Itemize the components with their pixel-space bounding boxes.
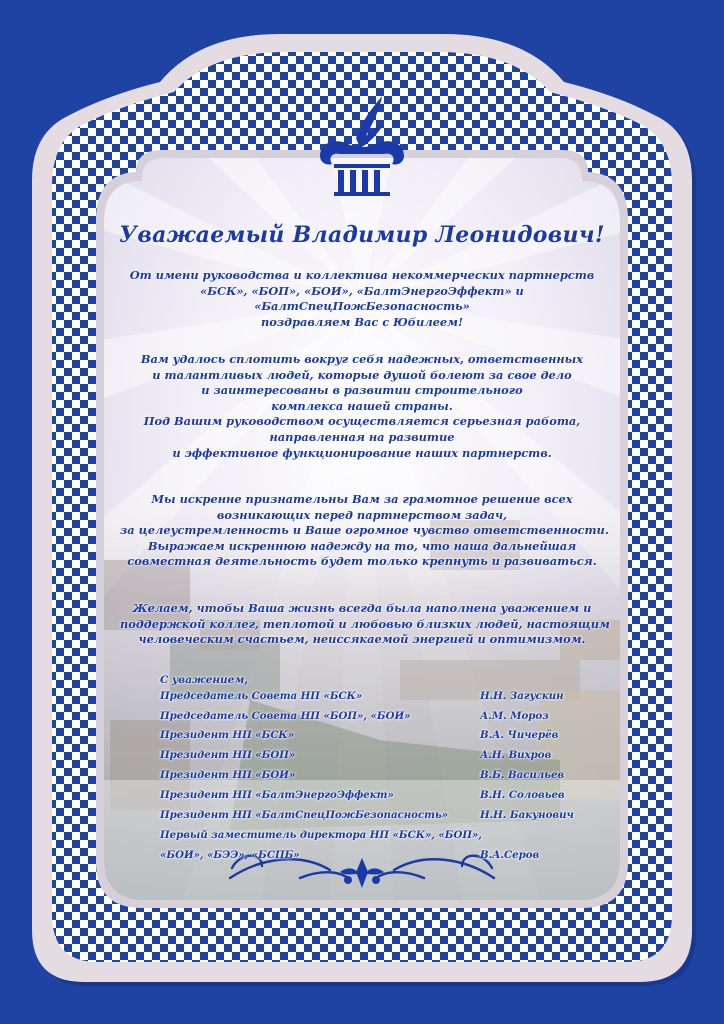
- signatory-role: Президент НП «БалтЭнергоЭффект»: [160, 789, 394, 801]
- paragraph-congratulation: [120, 268, 604, 330]
- paragraph-line: совместная деятельность будет только крепнуть и развиваться.: [127, 554, 597, 569]
- regards-line: С уважением,: [160, 674, 248, 686]
- paragraph-line: «БалтСпецПожБезопасность»: [254, 299, 470, 314]
- signatory-name: В.Н. Соловьев: [480, 789, 565, 801]
- paragraph-line: направленная на развитие: [269, 429, 455, 444]
- paragraph-line: за целеустремленность и Ваше огромное чувство ответственности.: [120, 523, 609, 538]
- paragraph-line: поздравляем Вас с Юбилеем!: [261, 314, 463, 329]
- paragraph-line: Мы искренне признательны Вам за грамотное решение всех: [151, 492, 573, 506]
- signatory-name: А.М. Мороз: [480, 710, 549, 722]
- signatory-role: Председатель Совета НП «БОП», «БОИ»: [160, 710, 411, 722]
- paragraph-wishes: [120, 601, 610, 648]
- paragraph-line: и эффективное функционирование наших партнерств.: [172, 445, 552, 460]
- paragraph-line: Желаем, чтобы Ваша жизнь всегда была наполнена уважением и: [132, 601, 592, 615]
- paragraph-line: поддержкой коллег, теплотой и любовью близких людей, настоящим: [120, 616, 610, 631]
- paragraph-team: [120, 352, 604, 461]
- signatory-name: В.Б. Васильев: [480, 769, 565, 781]
- paragraph-line: «БСК», «БОП», «БОИ», «БалтЭнергоЭффект» и: [200, 283, 524, 298]
- paragraph-line: От имени руководства и коллектива некоммерческих партнерств: [129, 268, 595, 282]
- signatory-name: А.Н. Вихров: [480, 749, 552, 761]
- signatory-name: Н.Н. Загускин: [480, 690, 564, 702]
- signatory-role: Президент НП «БОИ»: [160, 769, 296, 781]
- paragraph-line: возникающих перед партнерством задач,: [216, 507, 508, 522]
- paragraph-line: Под Вашим руководством осуществляется серьезная работа,: [143, 414, 581, 429]
- signatory-name: В.А. Чичерёв: [480, 729, 559, 741]
- signatory-role: Председатель Совета НП «БСК»: [160, 690, 363, 702]
- signatory-role: Первый заместитель директора НП «БСК», «БОП»,: [160, 829, 482, 841]
- signatory-name: В.А.Серов: [480, 849, 540, 861]
- signatory-name: Н.Н. Бакунович: [480, 809, 574, 821]
- paragraph-line: комплекса нашей страны.: [271, 398, 453, 413]
- signatory-role: Президент НП «БСК»: [160, 729, 295, 741]
- paragraph-gratitude: [120, 492, 609, 570]
- signatory-role: Президент НП «БалтСпецПожБезопасность»: [160, 809, 449, 821]
- paragraph-line: Выражаем искреннюю надежду на то, что наша дальнейшая: [147, 538, 577, 553]
- paragraph-line: Вам удалось сплотить вокруг себя надежных, ответственных: [140, 352, 584, 366]
- paragraph-line: человеческим счастьем, неиссякаемой энергией и оптимизмом.: [138, 632, 586, 647]
- paragraph-line: и заинтересованы в развитии строительного: [201, 383, 523, 398]
- paragraph-line: и талантливых людей, которые душой болеют за свое дело: [152, 367, 572, 382]
- signatory-role: Президент НП «БОП»: [160, 749, 296, 761]
- greeting-title: Уважаемый Владимир Леонидович!: [119, 222, 605, 248]
- signatory-role: «БОИ», «БЭЭ», «БСПБ»: [160, 849, 300, 861]
